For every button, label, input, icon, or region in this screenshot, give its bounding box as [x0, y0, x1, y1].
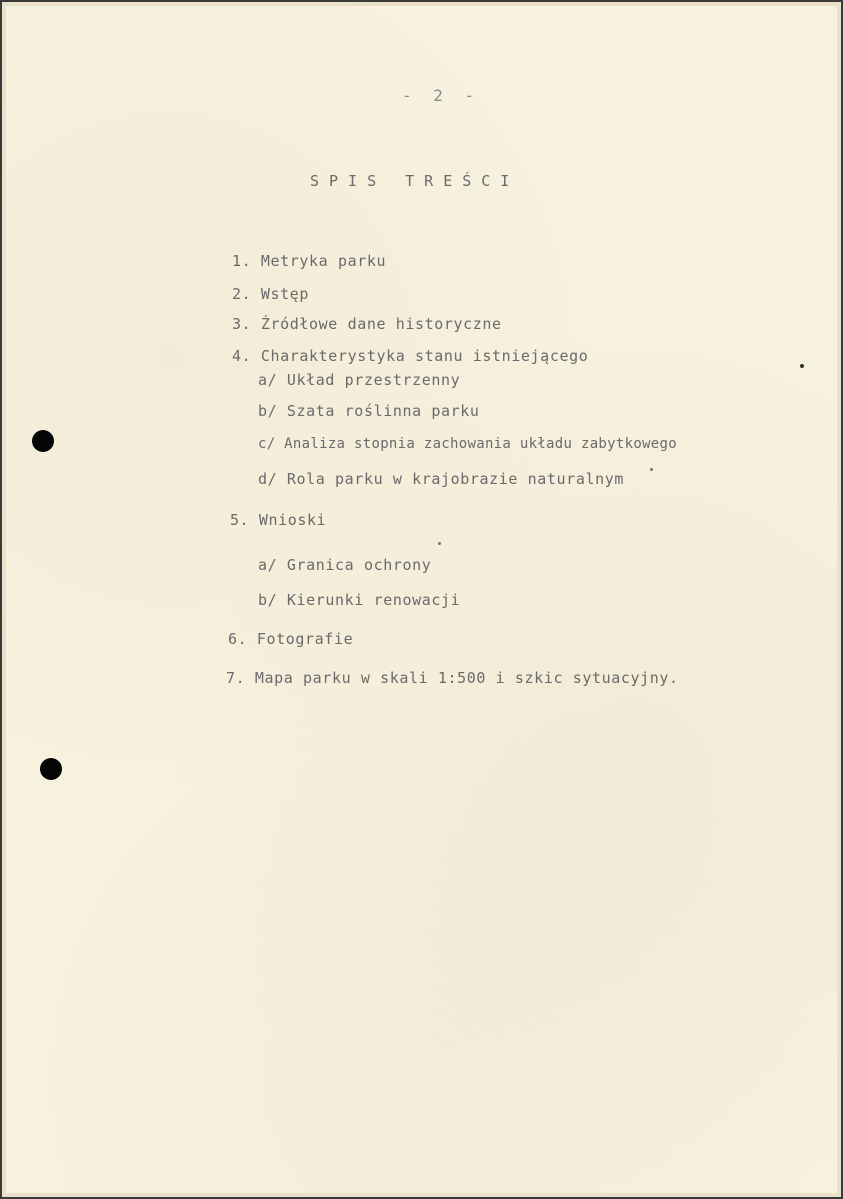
toc-item-5b: b/ Kierunki renowacji: [258, 591, 461, 609]
toc-item-4d: d/ Rola parku w krajobrazie naturalnym: [258, 470, 624, 488]
toc-title: SPIS TREŚCI: [310, 172, 520, 190]
toc-item-4a: a/ Układ przestrzenny: [258, 371, 461, 389]
punch-hole-lower: [40, 758, 62, 780]
toc-item-4: 4. Charakterystyka stanu istniejącego: [232, 347, 589, 365]
toc-item-1: 1. Metryka parku: [232, 252, 387, 270]
ink-speck: [800, 364, 804, 368]
toc-item-7: 7. Mapa parku w skali 1:500 i szkic sytuacyjny.: [226, 669, 679, 687]
page-number: - 2 -: [402, 86, 481, 105]
toc-item-4b: b/ Szata roślinna parku: [258, 402, 480, 420]
toc-item-4c: c/ Analiza stopnia zachowania układu zabytkowego: [258, 436, 677, 452]
ink-speck: [650, 468, 653, 471]
toc-item-6: 6. Fotografie: [228, 630, 354, 648]
toc-item-5: 5. Wnioski: [230, 511, 327, 529]
toc-item-3: 3. Źródłowe dane historyczne: [232, 315, 502, 333]
toc-item-5a: a/ Granica ochrony: [258, 556, 432, 574]
ink-speck: [438, 542, 441, 545]
toc-item-2: 2. Wstęp: [232, 285, 310, 303]
punch-hole-upper: [32, 430, 54, 452]
